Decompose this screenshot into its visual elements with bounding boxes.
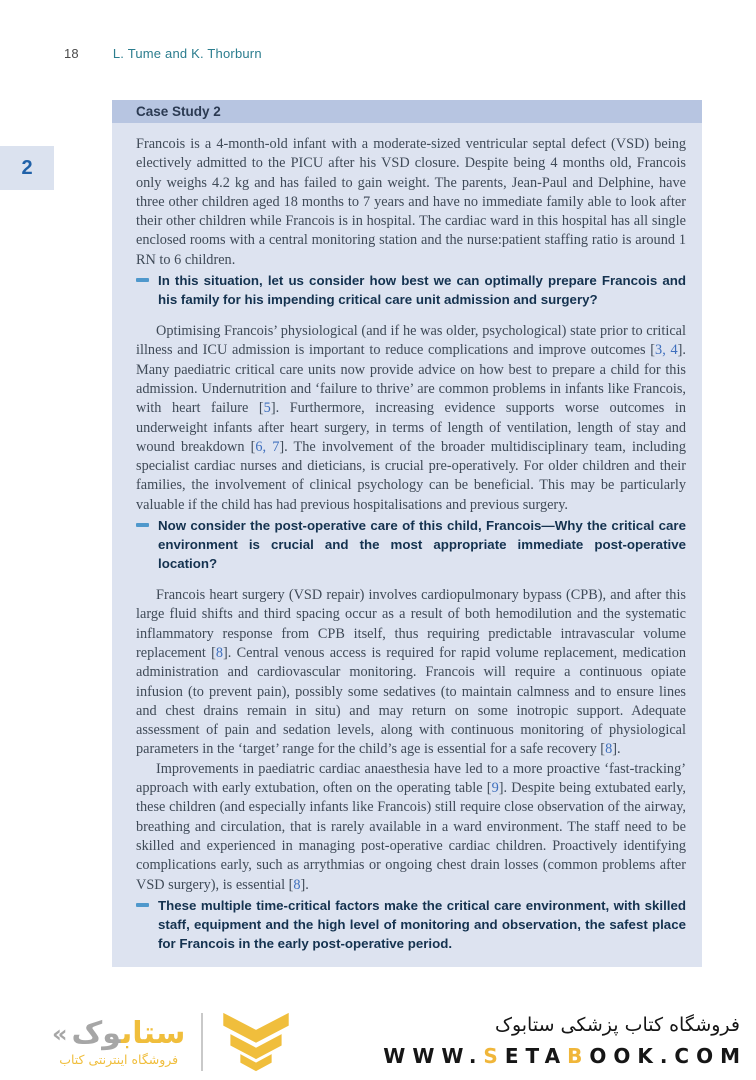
page-number: 18 [64, 46, 79, 61]
paragraph-text: Francois heart surgery (VSD repair) involves cardiopulmonary bypass (CPB), and after this large fluid shifts and third spacing occur as a result of both hemodilution and the systematic inflammatory response from CPB itself, thus requiring predictable intravascular volume replacement [ [136, 587, 686, 661]
case-paragraph [136, 322, 686, 515]
paragraph-text: ]. Furthermore, increasing evidence supports worse outcomes in underweight infants after heart surgery, in terms of length of ventilation, length of stay and wound breakdown [ [136, 400, 686, 455]
case-study-header [112, 100, 702, 123]
bullet-dash-icon [136, 523, 149, 527]
bullet-text: In this situation, let us consider how best we can optimally prepare Francois and his family for his impending critical care unit admission and surgery? [158, 273, 686, 308]
running-head [64, 46, 262, 61]
bullet-text: Now consider the post-operative care of this child, Francois—Why the critical care environment is crucial and the most appropriate immediate post-operative location? [158, 518, 686, 572]
running-head-authors: L. Tume and K. Thorburn [112, 46, 262, 61]
paragraph-text: Francois is a 4-month-old infant with a moderate-sized ventricular septal defect (VSD) being electively admitted to the PICU after his VSD closure. Despite being 4 months old, Francois only weighs 4.2 kg and has failed to gain weight. The parents, Jean-Paul and Delphine, have three other children aged 18 months to 7 years and have no immediate family able to look after their other children while Francois is in hospital. The cardiac ward in this hospital has all single enclosed rooms with a central monitoring station and the nurse:patient staffing ratio is around 1 RN to 6 children. [136, 136, 686, 268]
case-paragraph [136, 135, 686, 270]
case-question-bullet [136, 271, 686, 309]
chapter-number: 2 [21, 156, 33, 179]
url-accent-letter: S [483, 1044, 505, 1068]
chapter-number-tab [0, 146, 54, 190]
brand-wordmark [52, 1015, 186, 1051]
case-question-bullet [136, 896, 686, 953]
paragraph-text: ]. Many paediatric critical care units now provide advice on how best to prepare a child for this admission. Undernutrition and ‘failure to thrive’ are common problems in infants like Francois, with heart failure [ [136, 342, 687, 417]
url-text: OOK.COM [589, 1044, 747, 1068]
case-question-bullet [136, 516, 686, 573]
store-url [383, 1044, 747, 1068]
url-text: WWW. [383, 1044, 484, 1068]
citation-link[interactable]: 3, 4 [655, 342, 678, 359]
url-accent-letter: B [567, 1044, 590, 1068]
bullet-text: These multiple time-critical factors make the critical care environment, with skilled staff, equipment and the high level of monitoring and observation, the safest place for Francois in the early post-operative period. [158, 897, 686, 951]
citation-link[interactable]: 8 [215, 644, 224, 661]
brand-subtitle: فروشگاه اینترنتی کتاب [59, 1051, 179, 1067]
wordmark-yellow-part: ستاب [121, 1015, 186, 1051]
paragraph-text: ]. Central venous access is required for rapid volume replacement, medication administration and cardiovascular monitoring. Francois will require a continuous opiate infusion (to prevent pain), possibly some sedatives (to maintain calmness and to ensure lines and chest drains remain in situ) and may return on some inotropic support. Adequate assessment of pain and sedation levels, along with continuous monitoring of physiological parameters in the ‘target’ range for the child’s age is essential for a safe recovery [ [136, 644, 687, 758]
store-info-block [383, 1012, 747, 1068]
brand-text-block [52, 1015, 186, 1067]
brand-separator [201, 1013, 203, 1071]
paragraph-text: ]. [612, 741, 621, 758]
case-study-box [112, 100, 702, 967]
paragraph-text: ]. [300, 876, 309, 893]
wordmark-gray-part: وک [71, 1015, 122, 1051]
citation-link[interactable]: 9 [491, 780, 499, 797]
case-study-title: Case Study 2 [136, 104, 221, 119]
case-paragraph [136, 586, 686, 760]
store-title-farsi: فروشگاه کتاب پزشکی ستابوک [494, 1014, 740, 1036]
bullet-dash-icon [136, 903, 149, 907]
brand-wordmark-word [71, 1015, 186, 1051]
paragraph-text: Optimising Francois’ physiological (and if he was older, psychological) state prior to critical illness and ICU admission is important to reduce complications and improve outcomes [ [136, 323, 686, 359]
url-text: ETA [504, 1044, 568, 1068]
paragraph-text: Improvements in paediatric cardiac anaesthesia have led to a more proactive ‘fast-tracking’ approach with early extubation, often on the operating table [ [136, 760, 686, 797]
citation-link[interactable]: 5 [263, 400, 271, 417]
bullet-dash-icon [136, 278, 149, 282]
case-study-body [112, 123, 702, 967]
setabook-footer [0, 1004, 756, 1080]
case-paragraph [136, 760, 686, 895]
paragraph-text: ]. The involvement of the broader multidisciplinary team, including specialist cardiac nurses and dieticians, is crucial pre-operatively. For older children and their families, the involvement of clinical psychology can be beneficial. This may be particularly valuable if the child has had previous hospitalisations and previous surgery. [136, 438, 686, 513]
guillemet-icon: « [52, 1019, 68, 1048]
setabook-logo [52, 1010, 293, 1074]
citation-link[interactable]: 6, 7 [255, 438, 280, 455]
chevron-logo-icon [219, 1010, 293, 1074]
citation-link[interactable]: 8 [605, 741, 613, 758]
paragraph-text: ]. Despite being extubated early, these children (and especially infants like Francois) still require close observation of the airway, breathing and circulation, that is rarely available in a ward environment. The staff need to be skilled and experienced in managing post-operative cardiac children. Proactively identifying complications early, such as arrythmias or ongoing chest drain losses (common problems after VSD surgery), is essential [ [136, 780, 686, 893]
citation-link[interactable]: 8 [293, 876, 301, 893]
